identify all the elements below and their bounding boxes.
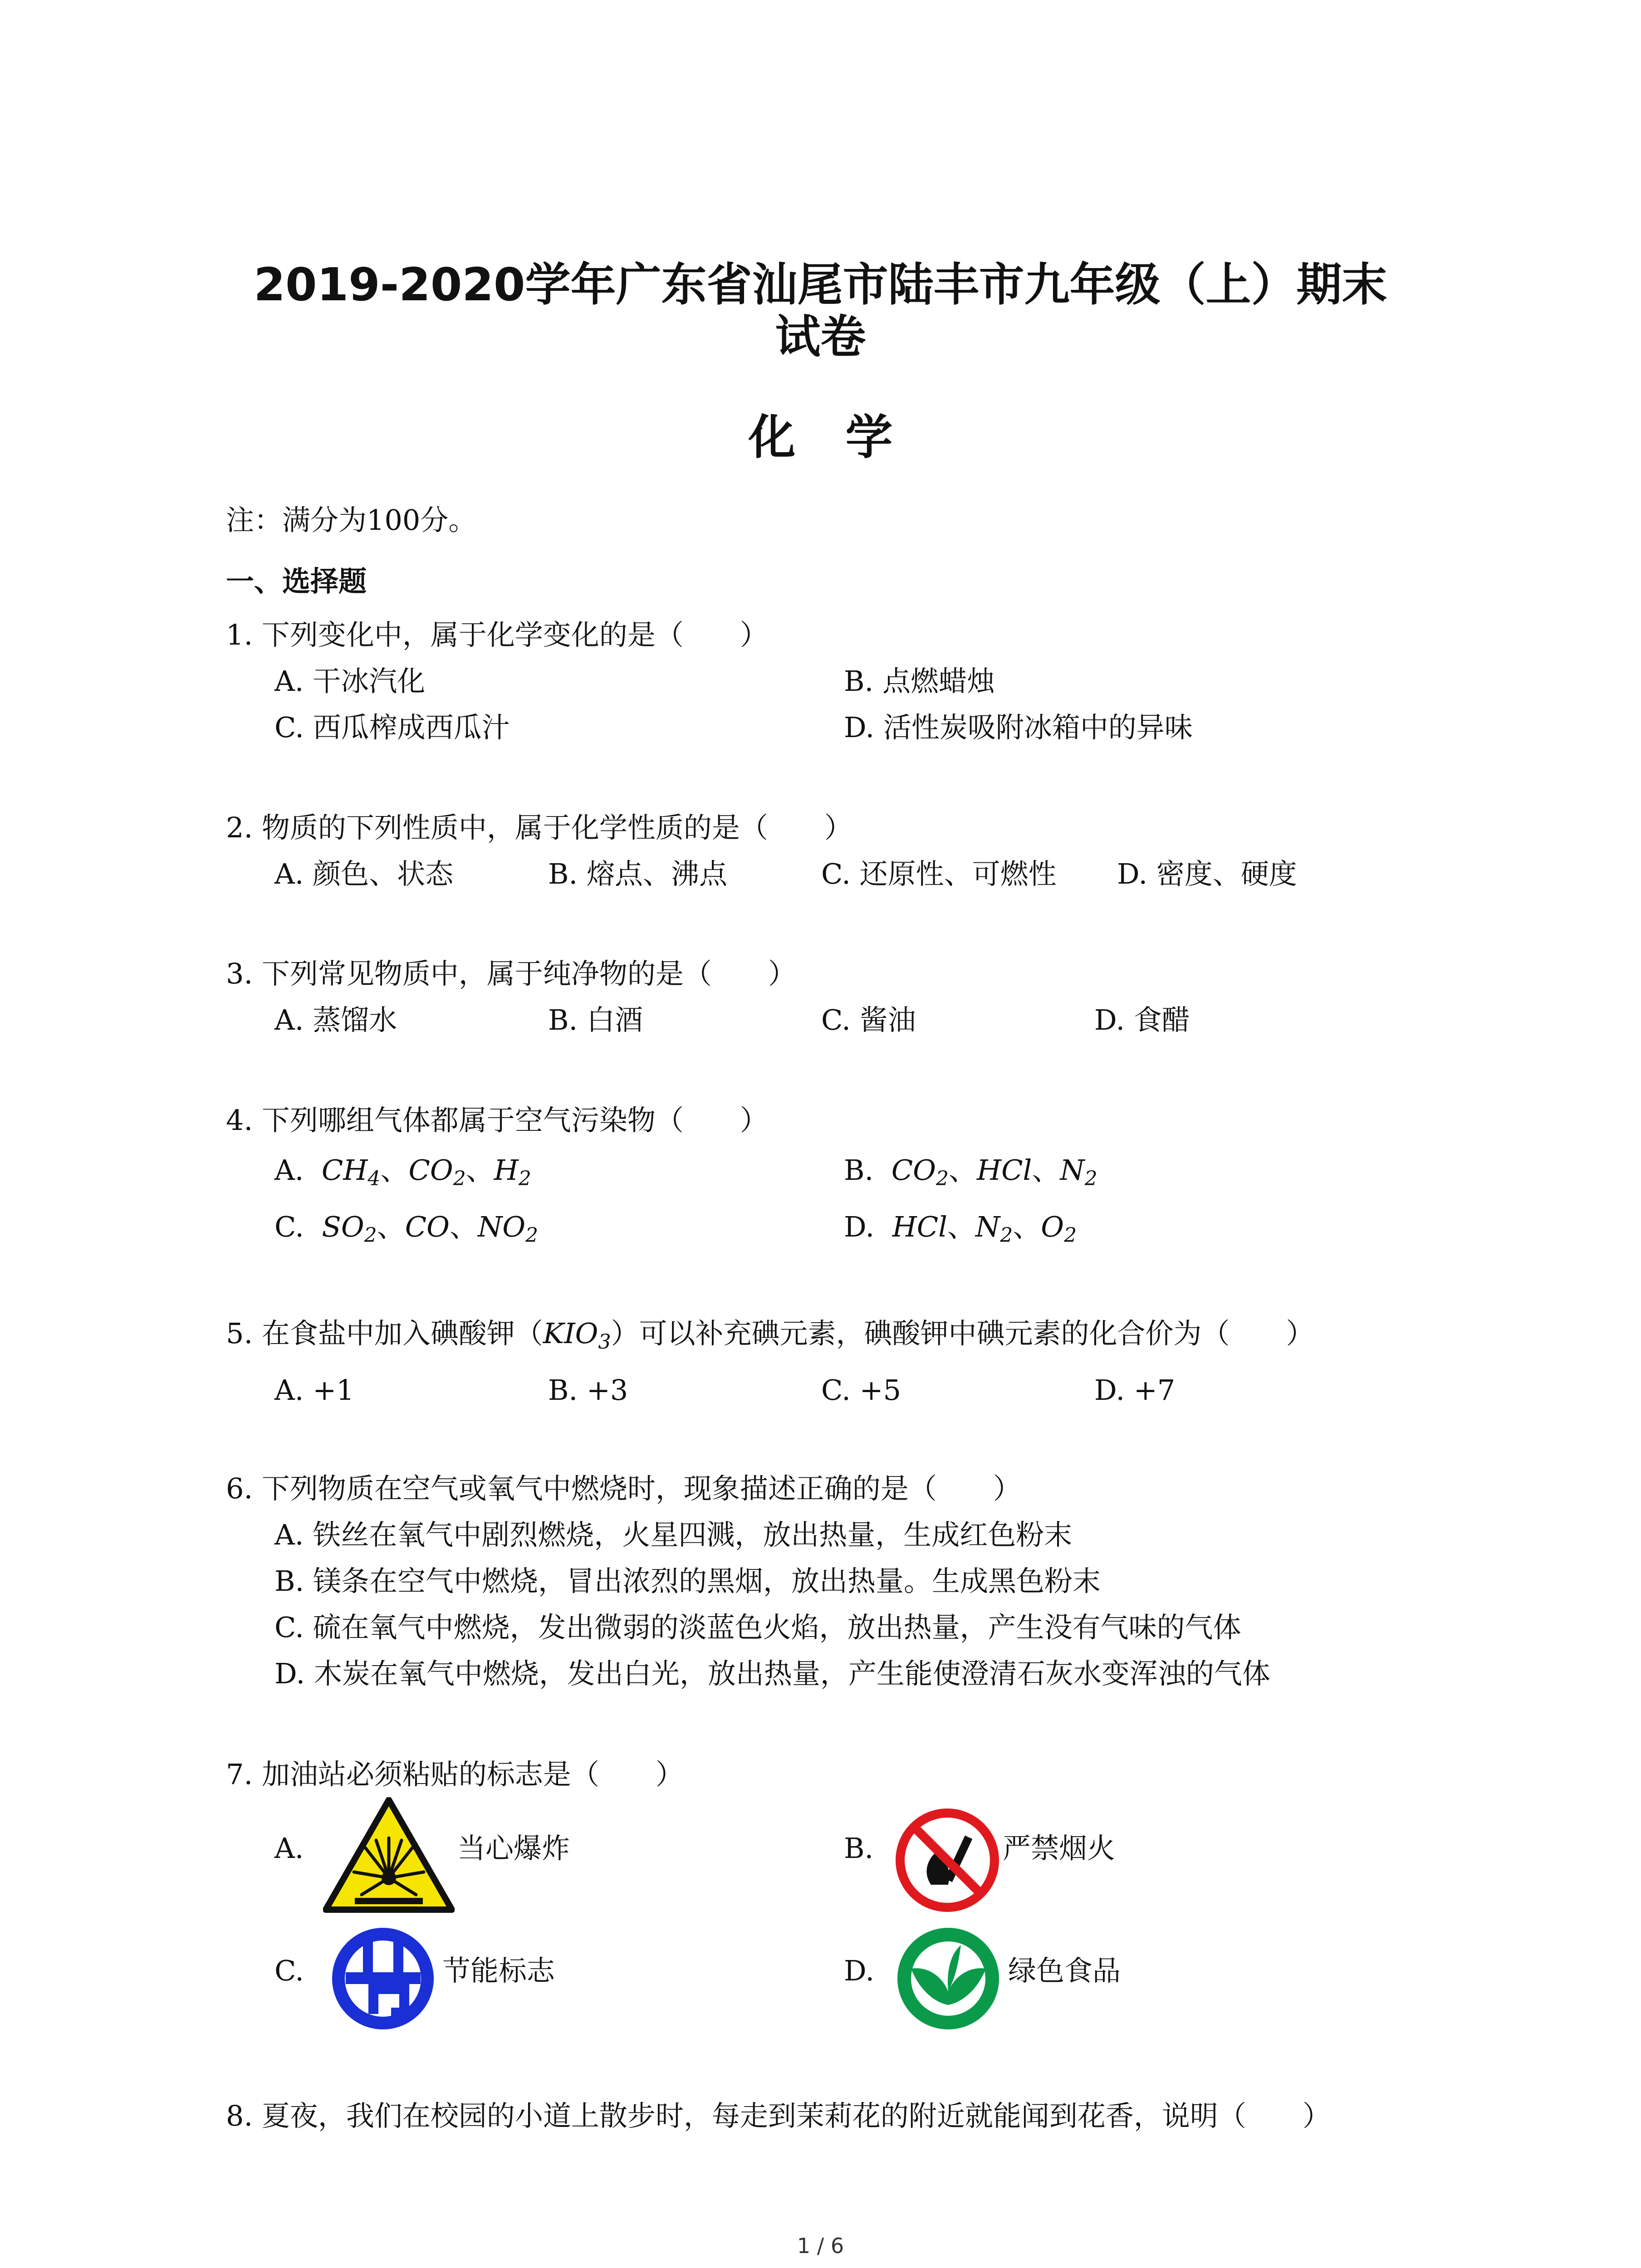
question-7-option-c-label: 节能标志 (442, 1954, 555, 1987)
question-7-option-b-label: 严禁烟火 (1003, 1832, 1116, 1865)
question-6-stem: 6. 下列物质在空气或氧气中燃烧时，现象描述正确的是（ ） (226, 1472, 1021, 1505)
question-6-option-d: D. 木炭在氧气中燃烧，发出白光，放出热量，产生能使澄清石灰水变浑浊的气体 (274, 1657, 1270, 1690)
question-6-option-c: C. 硫在氧气中燃烧，发出微弱的淡蓝色火焰，放出热量，产生没有气味的气体 (274, 1611, 1241, 1644)
question-4-stem: 4. 下列哪组气体都属于空气污染物（ ） (226, 1104, 768, 1137)
question-1-option-c: C. 西瓜榨成西瓜汁 (274, 711, 510, 744)
question-6-option-b: B. 镁条在空气中燃烧，冒出浓烈的黑烟，放出热量。生成黑色粉末 (274, 1564, 1101, 1598)
question-6-option-a: A. 铁丝在氧气中剧烈燃烧，火星四溅，放出热量，生成红色粉末 (274, 1518, 1073, 1551)
question-5-option-a: A. +1 (274, 1374, 354, 1407)
question-3-option-b: B. 白酒 (548, 1003, 643, 1036)
question-1-option-a: A. 干冰汽化 (274, 665, 426, 698)
question-2-option-a: A. 颜色、状态 (274, 857, 454, 890)
option-letter: B. (844, 1154, 874, 1187)
question-3-option-a: A. 蒸馏水 (274, 1003, 397, 1036)
option-letter: C. (274, 1210, 304, 1243)
question-2-stem: 2. 物质的下列性质中，属于化学性质的是（ ） (226, 811, 852, 844)
question-4-option-c: C. $SO_2$、CO、$NO_2$ (274, 1210, 539, 1247)
question-7-option-d-label: 绿色食品 (1008, 1954, 1121, 1987)
no-fire-icon (895, 1808, 1000, 1913)
question-8-stem: 8. 夏夜，我们在校园的小道上散步时，每走到茉莉花的附近就能闻到花香，说明（ ） (226, 2099, 1331, 2132)
question-7-option-b-letter: B. (844, 1832, 874, 1865)
green-food-icon (893, 1923, 1004, 2034)
score-note: 注：满分为100分。 (226, 503, 477, 537)
exam-title-line1: 2019-2020学年广东省汕尾市陆丰市九年级（上）期末 (254, 258, 1387, 311)
question-7-option-d-letter: D. (844, 1954, 875, 1987)
page-number: 1 / 6 (797, 2234, 844, 2258)
section-heading: 一、选择题 (226, 565, 367, 598)
question-7-option-a-label: 当心爆炸 (457, 1832, 570, 1865)
explosion-warning-icon (323, 1797, 455, 1913)
option-letter: A. (274, 1154, 304, 1187)
question-5-option-c: C. +5 (821, 1374, 901, 1407)
question-4-option-b: B. $CO_2$、HCl、$N_2$ (844, 1154, 1097, 1190)
question-2-option-d: D. 密度、硬度 (1117, 857, 1297, 890)
question-1-option-d: D. 活性炭吸附冰箱中的异味 (844, 711, 1193, 744)
question-2-option-b: B. 熔点、沸点 (548, 857, 727, 890)
question-5-option-d: D. +7 (1094, 1374, 1176, 1407)
question-1-stem: 1. 下列变化中，属于化学变化的是（ ） (226, 618, 768, 651)
subject-title: 化学 (748, 410, 943, 465)
question-7-option-a-letter: A. (274, 1832, 304, 1865)
question-1-option-b: B. 点燃蜡烛 (844, 665, 995, 698)
question-4-option-a: A. $CH_4$、$CO_2$、$H_2$ (274, 1154, 531, 1190)
question-3-stem: 3. 下列常见物质中，属于纯净物的是（ ） (226, 957, 796, 990)
question-3-option-d: D. 食醋 (1094, 1003, 1190, 1036)
question-4-option-d: D. HCl、$N_2$、$O_2$ (844, 1210, 1077, 1247)
question-7-option-c-letter: C. (274, 1954, 304, 1987)
question-7-stem: 7. 加油站必须粘贴的标志是（ ） (226, 1758, 684, 1791)
question-5-option-b: B. +3 (548, 1374, 628, 1407)
question-5-stem: 5. 在食盐中加入碘酸钾$(KIO_3)$可以补充碘元素，碘酸钾中碘元素的化合价为（ ） (226, 1317, 1314, 1354)
exam-title-line2: 试卷 (775, 310, 866, 363)
option-letter: D. (844, 1210, 875, 1243)
question-3-option-c: C. 酱油 (821, 1003, 916, 1036)
energy-saving-icon (328, 1923, 439, 2034)
question-2-option-c: C. 还原性、可燃性 (821, 857, 1057, 890)
